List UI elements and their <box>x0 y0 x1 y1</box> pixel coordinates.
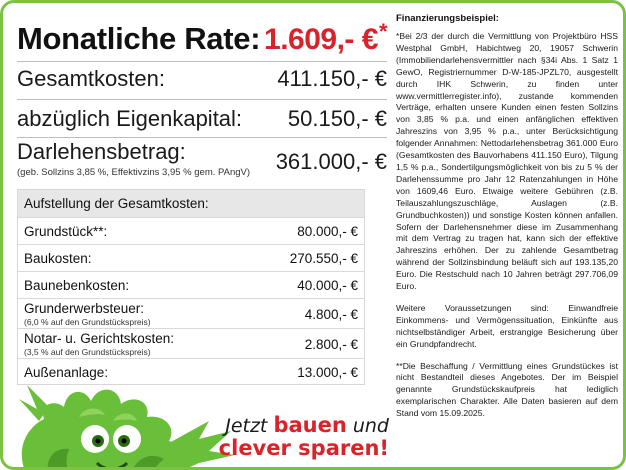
monthly-rate-label: Monatliche Rate: <box>17 21 261 56</box>
financing-title: Finanzierungsbeispiel: <box>396 13 499 24</box>
row-value: 80.000,- € <box>297 224 358 239</box>
row-label: Grunderwerbsteuer: <box>24 301 145 316</box>
table-row <box>18 271 364 298</box>
row-note: (3,5 % auf den Grundstückspreis) <box>24 347 151 357</box>
loan-note: (geb. Sollzins 3,85 %, Effektivzins 3,95 % gem. PAngV) <box>17 167 251 178</box>
financing-paragraph: **Die Beschaffung / Vermittlung eines Grundstückes ist nicht Bestandteil dieses Angebotes. Der im Beispiel genannte Grundstückskaufpreis hat lediglich exemplarischen Charakter. Alle Daten basieren auf dem Stand vom 15.09.2025. <box>396 360 618 419</box>
equity-row <box>17 106 387 132</box>
monthly-rate-amount: 1.609,- € <box>264 23 378 56</box>
cost-breakdown-table <box>17 189 365 385</box>
total-costs-value: 411.150,- € <box>277 66 387 91</box>
total-costs-row <box>17 66 387 92</box>
loan-value: 361.000,- € <box>275 149 387 174</box>
divider <box>17 137 387 138</box>
loan-label: Darlehensbetrag: <box>17 139 186 164</box>
slogan-line-1 <box>209 413 389 437</box>
equity-value: 50.150,- € <box>287 106 387 131</box>
financing-paragraph: Weitere Voraussetzungen sind: Einwandfreie Einkommens- und Vermögenssituation, Einkünfte aus nichtselbständiger Arbeit, erstrangige Besicherung über ein Grundpfandrecht. <box>396 302 618 349</box>
financing-example-panel <box>396 13 618 465</box>
loan-row <box>17 139 387 179</box>
row-label: Grundstück**: <box>24 224 108 239</box>
row-label: Baunebenkosten: <box>24 278 130 293</box>
monthly-rate-value <box>264 19 387 57</box>
slogan <box>209 413 389 460</box>
row-value: 270.550,- € <box>289 251 358 266</box>
table-row <box>18 217 364 244</box>
row-value: 2.800,- € <box>304 337 358 352</box>
row-label: Baukosten: <box>24 251 92 266</box>
slogan-line-2: clever sparen! <box>218 436 389 460</box>
row-value: 13.000,- € <box>297 365 358 380</box>
row-note: (6,0 % auf den Grundstückspreis) <box>24 317 151 327</box>
mascot-icon <box>9 359 239 470</box>
row-value: 4.800,- € <box>304 307 358 322</box>
divider <box>17 99 387 100</box>
table-row <box>18 244 364 271</box>
table-row <box>18 328 364 358</box>
row-label: Notar- u. Gerichtskosten: <box>24 331 175 346</box>
total-costs-label: Gesamtkosten: <box>17 66 165 91</box>
cost-summary-panel <box>9 9 393 467</box>
slogan-jetzt: Jetzt <box>225 415 268 437</box>
financing-paragraph: *Bei 2/3 der durch die Vermittlung von Projektbüro HSS Westphal GmbH, Habichtweg 20, 19057 Schwerin (Immobiliendarlehensvermittler nach §34i Abs. 1 Satz 1 GewO, Registriernummer D-W-185-JPZL70, ausgestellt durch IHK Schwerin, zu finden unter www.vermittlerregister.info), zustande kommenden Verträge, erhalten unsere Kunden einen festen Sollzins von 3,85 % p.a. und einen anfänglichen effektiven Jahreszins von 3,95 % p.a., unter Berücksichtigung folgender Annahmen: Nettodarlehensbetrag 361.000 Euro (Gesamtkosten des Bauvorhabens 411.150 Euro), Tilgung 1,5 % p.a., Sondertilgungsmöglichkeit von bis zu 5 % der Darlehenssumme pro Jahr 12 Ratenzahlungen in Höhe von 1609,46 Euro. Etwaige weitere Gebühren (z.B. Teilauszahlungszuschläge, Auslagen (z.B. Grundbuchkosten)) und sonstige Kosten können anfallen. Sofern der Darlehensnehmer diese im Zusammenhang mit dem Vertrag zu tragen hat, kann sich der effektive Jahreszins erhöhen. Der zu zahlende Gesamtbetrag während der Sollzinsbindung beläuft sich auf 193.135,20 Euro. Die Restschuld nach 10 Jahren beträgt 297.706,09 Euro. <box>396 31 618 292</box>
row-label: Außenanlage: <box>24 365 109 380</box>
row-value: 40.000,- € <box>297 278 358 293</box>
slogan-und: und <box>352 415 389 437</box>
equity-label: abzüglich Eigenkapital: <box>17 106 243 131</box>
table-row <box>18 298 364 328</box>
monthly-rate-row <box>17 19 387 57</box>
slogan-bauen: bauen <box>273 413 347 437</box>
cost-table-title: Aufstellung der Gesamtkosten: <box>18 190 364 217</box>
divider <box>17 61 387 62</box>
monthly-rate-asterisk: * <box>378 19 387 44</box>
